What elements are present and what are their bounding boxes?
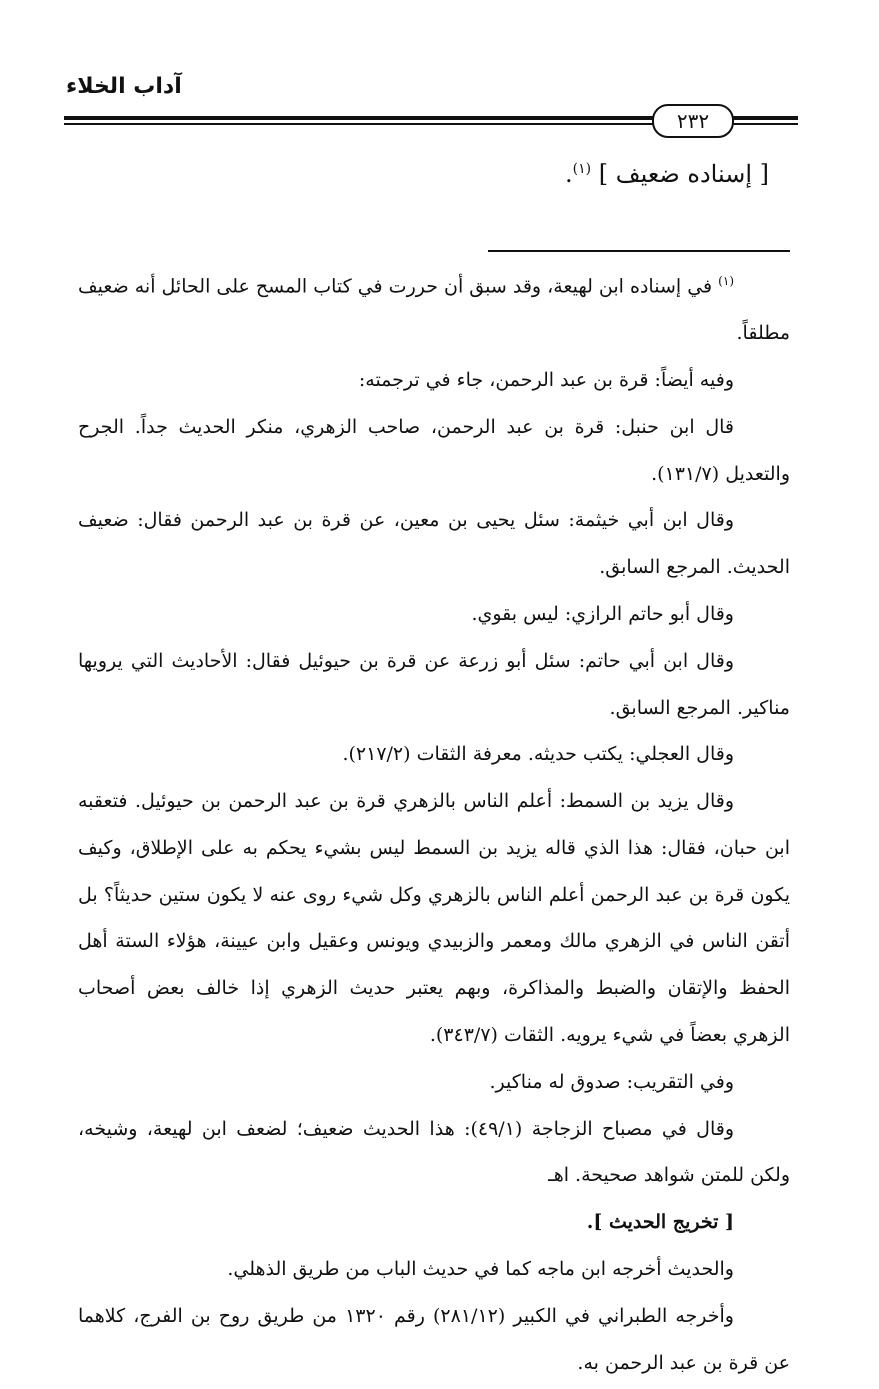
main-end-punct: .: [565, 160, 573, 188]
footnote-paragraph-10: وقال في مصباح الزجاجة (٤٩/١): هذا الحديث ضعيف؛ لضعف ابن لهيعة، وشيخه، ولكن للمتن شواهد صحيحة. اهـ: [78, 1117, 790, 1187]
footnote-paragraph-1: $^{(١)}$ في إسناده ابن لهيعة، وقد سبق أن حررت في كتاب المسح على الحائل أنه ضعيف مطلقاً.: [78, 274, 790, 345]
footnote-paragraph-7: وقال العجلي: يكتب حديثه. معرفة الثقات (٢١٧/٢).: [342, 743, 734, 766]
main-text: [ إسناده ضعيف ]: [598, 160, 769, 188]
footnote-paragraph-6: وقال ابن أبي حاتم: سئل أبو زرعة عن قرة بن حيوئيل فقال: الأحاديث التي يرويها مناكير. المرجع السابق.: [78, 649, 790, 719]
footnote-paragraph-9: وفي التقريب: صدوق له مناكير.: [489, 1070, 734, 1093]
footnote-separator: [488, 250, 790, 252]
main-text-line: [565, 160, 769, 188]
footnote-paragraph-2: وفيه أيضاً: قرة بن عبد الرحمن، جاء في ترجمته:: [358, 368, 734, 391]
footnote-paragraph-12: والحديث أخرجه ابن ماجه كما في حديث الباب من طريق الذهلي.: [227, 1258, 734, 1281]
footnote-paragraph-3: قال ابن حنبل: قرة بن عبد الرحمن، صاحب الزهري، منكر الحديث جداً. الجرح والتعديل (١٣١/٧).: [78, 415, 790, 485]
takhrij-heading: [ تخريج الحديث ].: [586, 1211, 734, 1234]
running-title: آداب الخلاء: [66, 74, 182, 99]
footnote-paragraph-13: وأخرجه الطبراني في الكبير (٢٨١/١٢) رقم ١٣٢٠ من طريق روح بن الفرج، كلاهما عن قرة بن عبد الرحمن به.: [78, 1304, 790, 1374]
footnotes-block: [78, 258, 790, 1386]
footnote-reference[interactable]: (١): [572, 161, 592, 177]
footnote-paragraph-4: وقال ابن أبي خيثمة: سئل يحيى بن معين، عن قرة بن عبد الرحمن فقال: ضعيف الحديث. المرجع السابق.: [78, 509, 790, 579]
page-number: ٢٣٢: [652, 104, 734, 138]
footnote-paragraph-8: وقال يزيد بن السمط: أعلم الناس بالزهري قرة بن عبد الرحمن بن حيوئيل. فتعقبه ابن حبان، فقال: هذا الذي قاله يزيد بن السمط ليس بشيء يحكم به على الإطلاق، وكيف يكون قرة بن عبد الرحمن أعلم الناس بالزهري وكل شيء روى عنه لا يكون ستين حديثاً؟ بل أتقن الناس في الزهري مالك ومعمر والزبيدي ويونس وعقيل وابن عيينة، هؤلاء الستة أهل الحفظ والإتقان والضبط والمذاكرة، وبهم يعتبر حديث الزهري إذا خالف بعض أصحاب الزهري بعضاً في شيء يرويه. الثقات (٣٤٣/٧).: [78, 790, 790, 1047]
footnote-marker: (١): [718, 274, 734, 288]
footnote-paragraph-5: وقال أبو حاتم الرازي: ليس بقوي.: [471, 602, 734, 625]
